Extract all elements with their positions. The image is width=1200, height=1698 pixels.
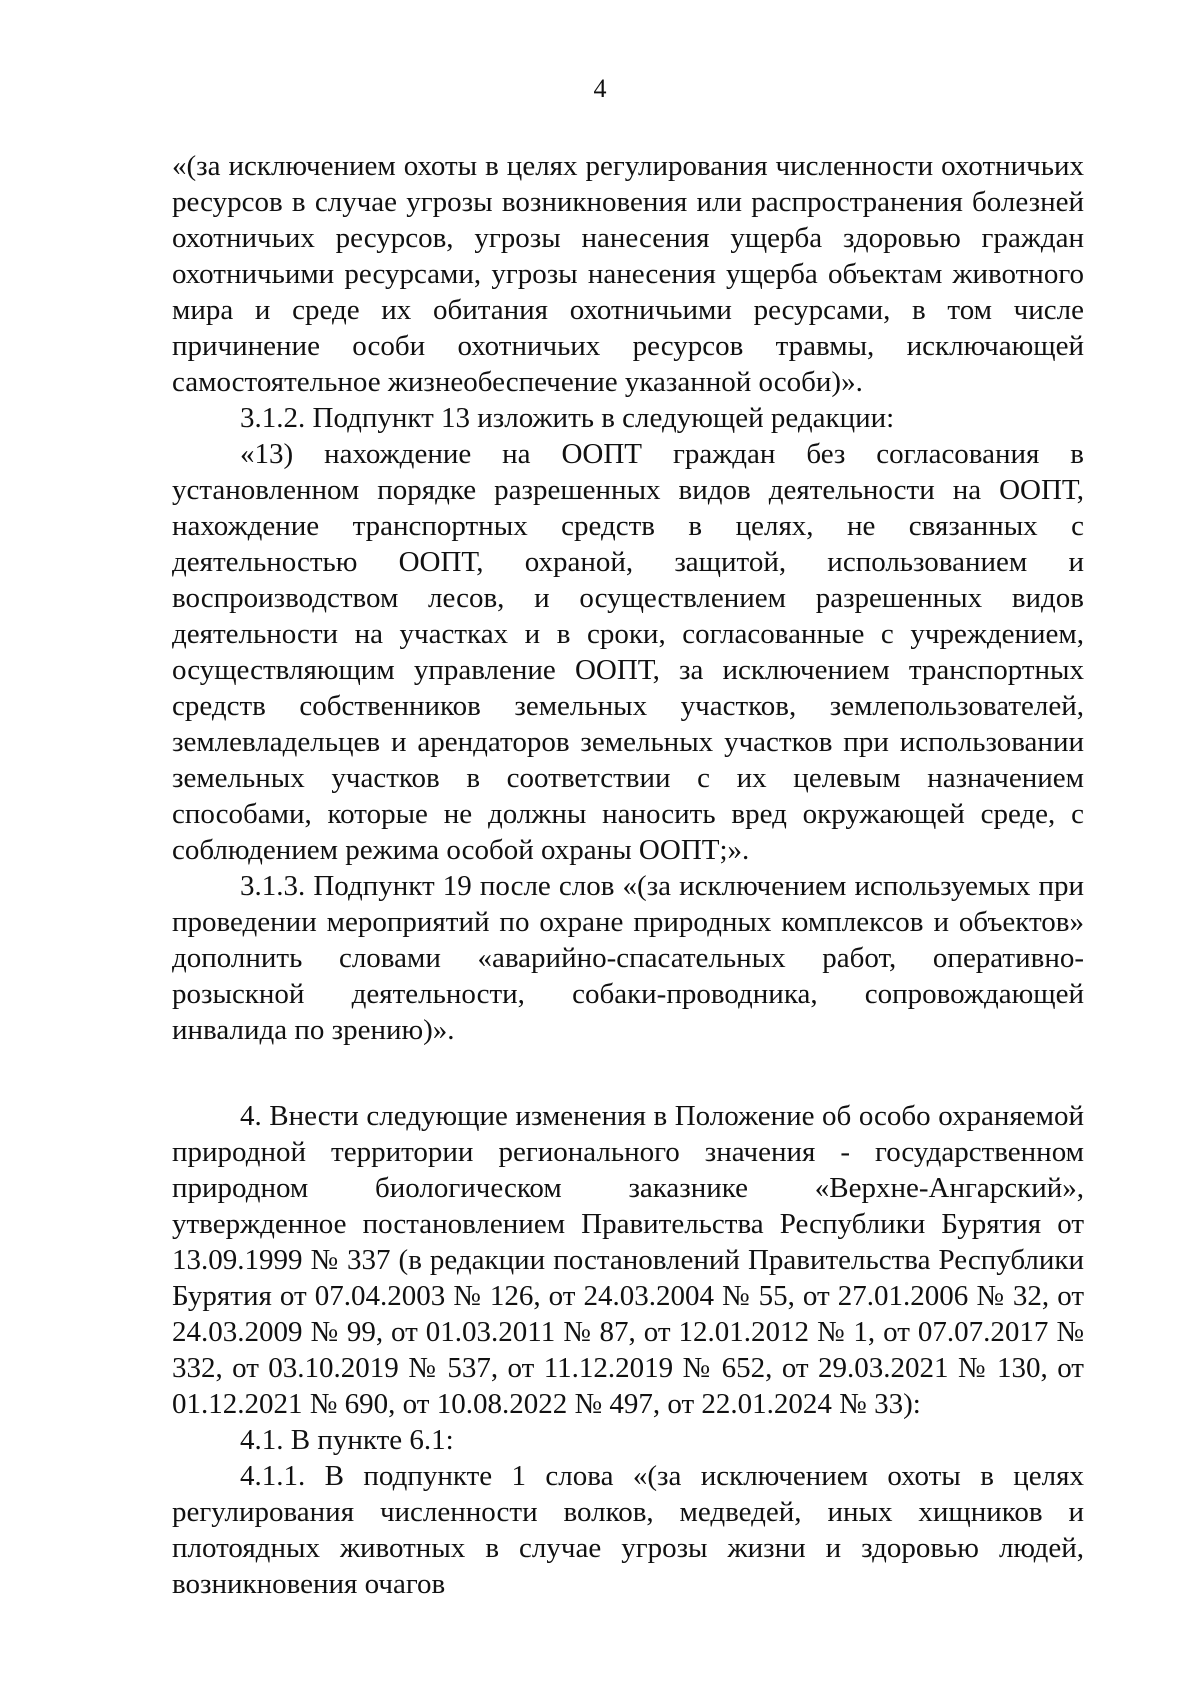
document-body: [172, 148, 1084, 1602]
paragraph-quote-hunting-exception: «(за исключением охоты в целях регулирования численности охотничьих ресурсов в случае угрозы возникновения или распространения болезней охотничьих ресурсов, угрозы нанесения ущерба здоровью граждан охотничьими ресурсами, угрозы нанесения ущерба объектам животного мира и среде их обитания охотничьими ресурсами, в том числе причинение особи охотничьих ресурсов травмы, исключающей самостоятельное жизнеобеспечение указанной особи)».: [172, 150, 1084, 398]
paragraph-3-1-2: 3.1.2. Подпункт 13 изложить в следующей редакции:: [240, 402, 895, 434]
paragraph-4-1: 4.1. В пункте 6.1:: [240, 1424, 454, 1456]
paragraph-subitem-13: «13) нахождение на ООПТ граждан без согласования в установленном порядке разрешенных видов деятельности на ООПТ, нахождение транспортных средств в целях, не связанных с деятельностью ООПТ, охраной, защитой, использованием и воспроизводством лесов, и осуществлением разрешенных видов деятельности на участках и в сроки, согласованные с учреждением, осуществляющим управление ООПТ, за исключением транспортных средств собственников земельных участков, землепользователей, землевладельцев и арендаторов земельных участков при использовании земельных участков в соответствии с их целевым назначением способами, которые не должны наносить вред окружающей среде, с соблюдением режима особой охраны ООПТ;».: [172, 438, 1084, 866]
paragraph-4: 4. Внести следующие изменения в Положение об особо охраняемой природной территории регионального значения - государственном природном биологическом заказнике «Верхне-Ангарский», утвержденное постановлением Правительства Республики Бурятия от 13.09.1999 № 337 (в редакции постановлений Правительства Республики Бурятия от 07.04.2003 № 126, от 24.03.2004 № 55, от 27.01.2006 № 32, от 24.03.2009 № 99, от 01.03.2011 № 87, от 12.01.2012 № 1, от 07.07.2017 № 332, от 03.10.2019 № 537, от 11.12.2019 № 652, от 29.03.2021 № 130, от 01.12.2021 № 690, от 10.08.2022 № 497, от 22.01.2024 № 33):: [172, 1100, 1084, 1420]
paragraph-3-1-3: 3.1.3. Подпункт 19 после слов «(за исключением используемых при проведении мероприятий по охране природных комплексов и объектов» дополнить словами «аварийно-спасательных работ, оперативно-розыскной деятельности, собаки-проводника, сопровождающей инвалида по зрению)».: [172, 870, 1084, 1046]
page-number: 4: [593, 74, 607, 103]
paragraph-4-1-1: 4.1.1. В подпункте 1 слова «(за исключением охоты в целях регулирования численности волков, медведей, иных хищников и плотоядных животных в случае угрозы жизни и здоровью людей, возникновения очагов: [172, 1460, 1084, 1600]
